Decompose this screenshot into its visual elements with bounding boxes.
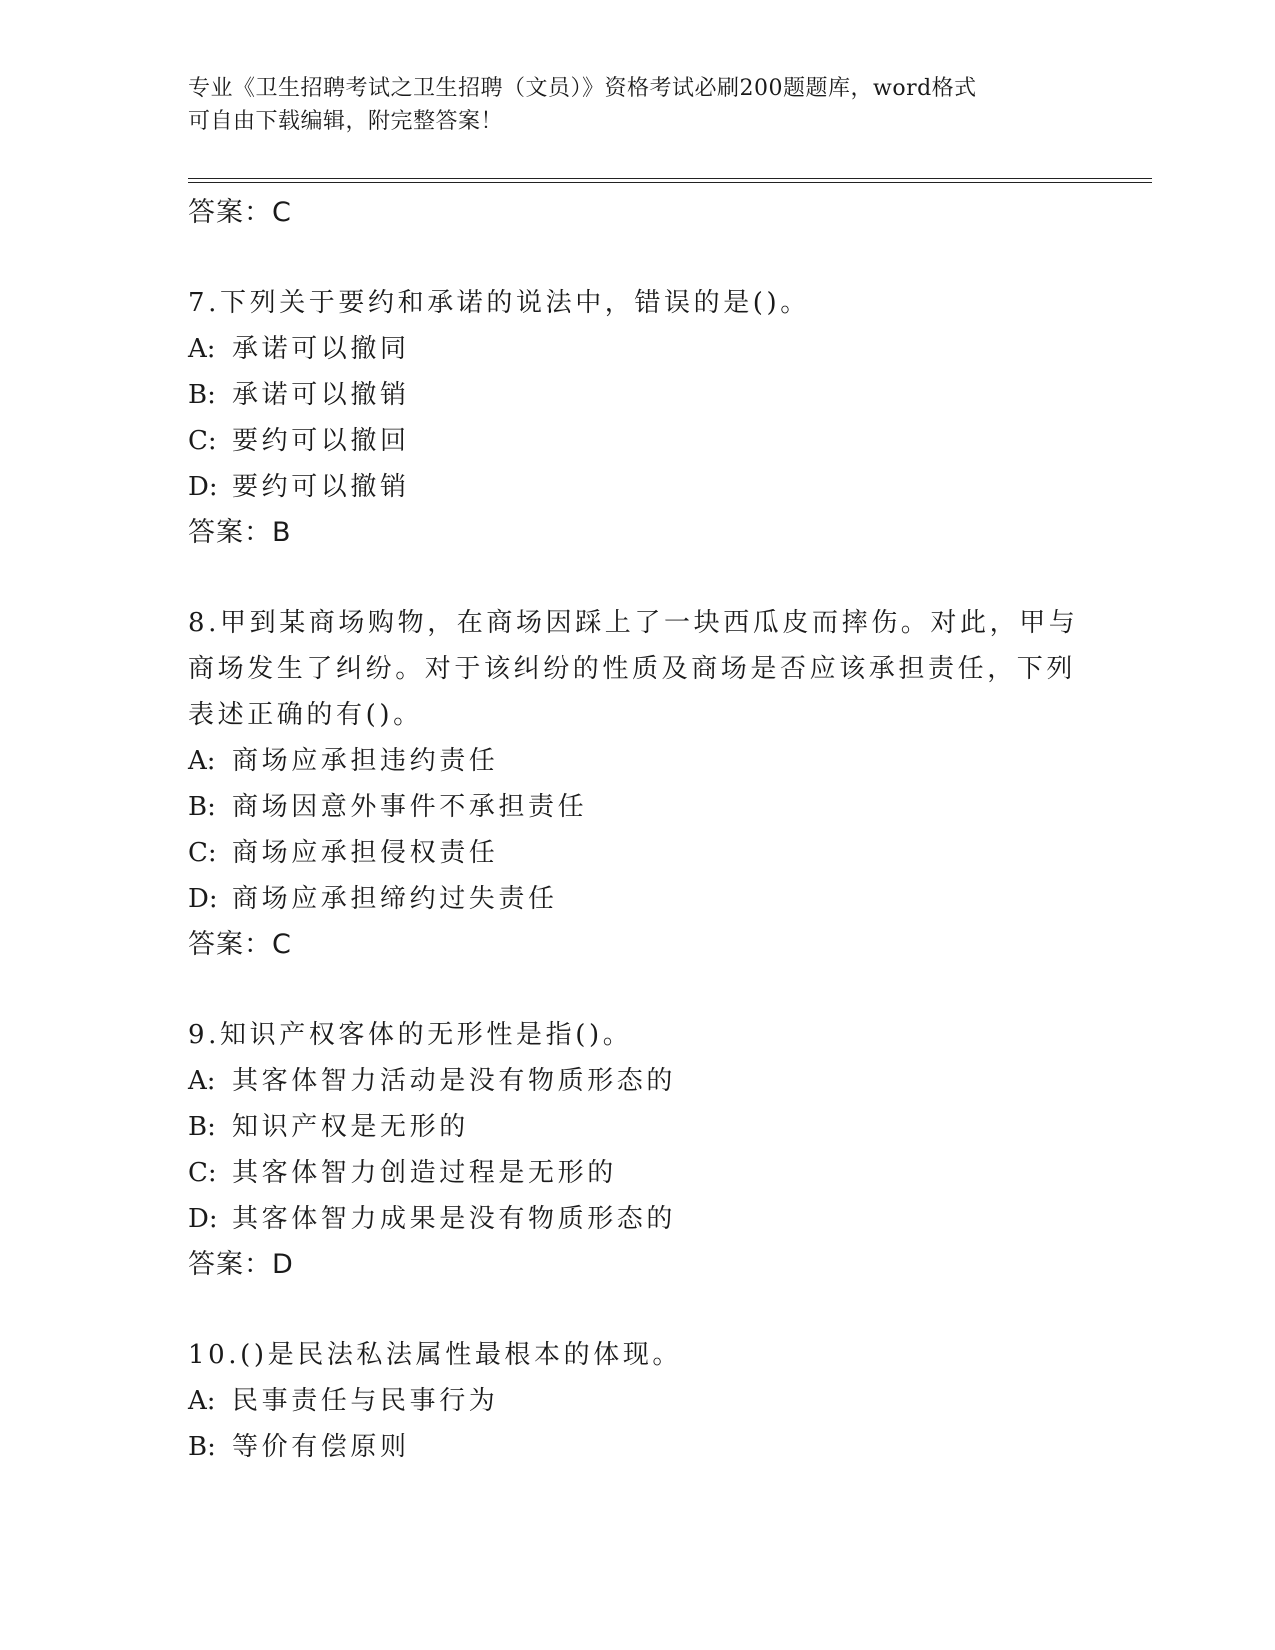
option-label: B: — [188, 1432, 216, 1462]
option-label: C: — [188, 838, 217, 868]
question-text: 8.甲到某商场购物，在商场因踩上了一块西瓜皮而摔伤。对此，甲与 — [188, 608, 1079, 638]
option-text: 承诺可以撤销 — [232, 380, 410, 410]
option-text: 知识产权是无形的 — [232, 1112, 469, 1142]
option-text: 其客体智力活动是没有物质形态的 — [232, 1066, 677, 1096]
option-d — [188, 464, 1088, 510]
header-rule-top — [188, 178, 1152, 179]
header-line-2: 可自由下载编辑，附完整答案！ — [188, 109, 504, 134]
question-block — [188, 600, 1088, 968]
question-text: 10.()是民法私法属性最根本的体现。 — [188, 1340, 683, 1370]
option-label: A: — [188, 334, 216, 364]
header-rule-bottom — [188, 182, 1152, 183]
option-d — [188, 1196, 1088, 1242]
option-a — [188, 326, 1088, 372]
option-label: B: — [188, 792, 216, 822]
answer-line: 答案：C — [188, 197, 292, 228]
option-b — [188, 1424, 1088, 1470]
option-c — [188, 418, 1088, 464]
option-label: A: — [188, 746, 216, 776]
option-text: 要约可以撤回 — [232, 426, 410, 456]
option-a — [188, 1058, 1088, 1104]
answer-line: 答案：C — [188, 929, 292, 960]
question-text: 7.下列关于要约和承诺的说法中，错误的是()。 — [188, 288, 810, 318]
option-text: 要约可以撤销 — [232, 472, 410, 502]
question-text: 9.知识产权客体的无形性是指()。 — [188, 1020, 633, 1050]
header-line-1: 专业《卫生招聘考试之卫生招聘（文员）》资格考试必刷200题题库，word格式 — [188, 76, 977, 101]
question-block — [188, 280, 1088, 556]
answer-line: 答案：B — [188, 517, 292, 548]
question-text: 商场发生了纠纷。对于该纠纷的性质及商场是否应该承担责任，下列 — [188, 654, 1077, 684]
option-text: 承诺可以撤同 — [232, 334, 410, 364]
option-label: A: — [188, 1386, 216, 1416]
option-d — [188, 876, 1088, 922]
question-list — [188, 190, 1088, 1470]
option-b — [188, 372, 1088, 418]
option-label: D: — [188, 1204, 218, 1234]
option-label: C: — [188, 426, 217, 456]
option-a — [188, 1378, 1088, 1424]
option-label: D: — [188, 884, 218, 914]
option-text: 其客体智力创造过程是无形的 — [232, 1158, 617, 1188]
option-b — [188, 784, 1088, 830]
option-text: 商场应承担违约责任 — [232, 746, 499, 776]
option-text: 民事责任与民事行为 — [232, 1386, 499, 1416]
option-text: 商场应承担缔约过失责任 — [232, 884, 558, 914]
option-b — [188, 1104, 1088, 1150]
answer-line: 答案：D — [188, 1249, 294, 1280]
option-text: 商场应承担侵权责任 — [232, 838, 499, 868]
question-block — [188, 1012, 1088, 1288]
option-label: B: — [188, 380, 216, 410]
question-text: 表述正确的有()。 — [188, 700, 423, 730]
option-text: 商场因意外事件不承担责任 — [232, 792, 588, 822]
option-a — [188, 738, 1088, 784]
document-header — [188, 72, 1068, 138]
option-c — [188, 1150, 1088, 1196]
option-label: B: — [188, 1112, 216, 1142]
question-block — [188, 1332, 1088, 1470]
option-text: 等价有偿原则 — [232, 1432, 410, 1462]
option-label: A: — [188, 1066, 216, 1096]
option-label: C: — [188, 1158, 217, 1188]
option-text: 其客体智力成果是没有物质形态的 — [232, 1204, 677, 1234]
option-label: D: — [188, 472, 218, 502]
option-c — [188, 830, 1088, 876]
